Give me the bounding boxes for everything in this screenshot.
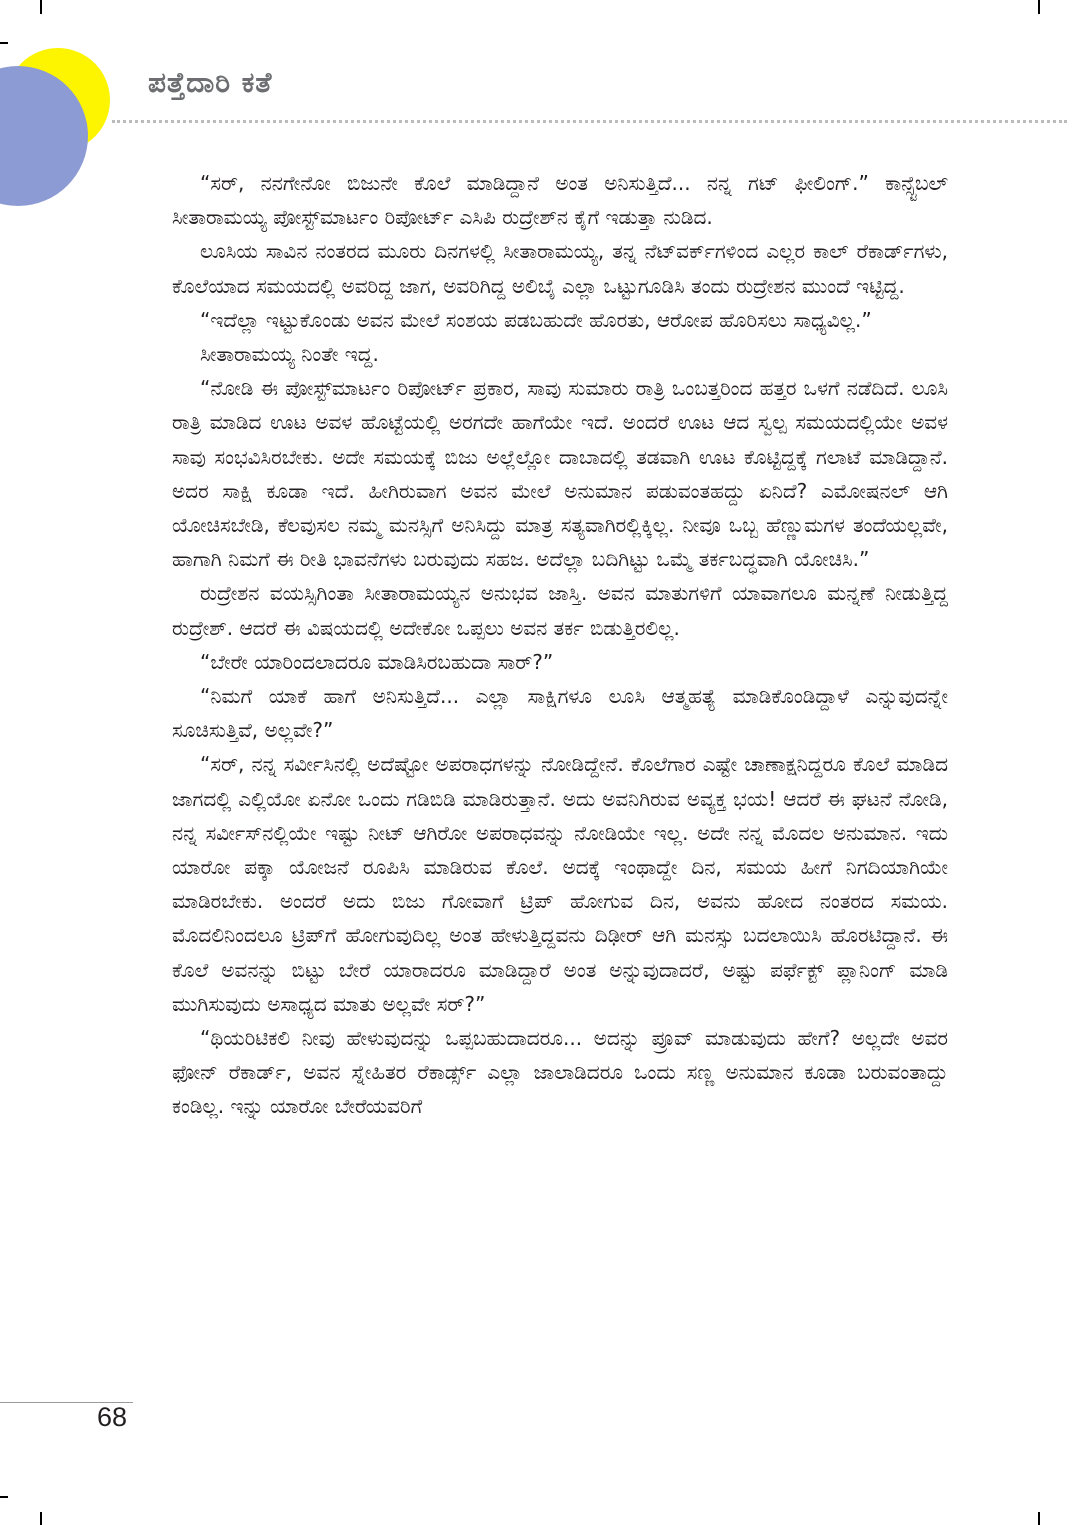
- dotted-rule: [112, 120, 1067, 123]
- body-text: [172, 166, 948, 1124]
- paragraph: ಲೂಸಿಯ ಸಾವಿನ ನಂತರದ ಮೂರು ದಿನಗಳಲ್ಲಿ ಸೀತಾರಾಮಯ್ಯ, ತನ್ನ ನೆಟ್‌ವರ್ಕ್‌ಗಳಿಂದ ಎಲ್ಲರ ಕಾಲ್ ರೆಕಾರ್ಡ್‌ಗಳು, ಕೊಲೆಯಾದ ಸಮಯದಲ್ಲಿ ಅವರಿದ್ದ ಜಾಗ, ಅವರಿಗಿದ್ದ ಅಲಿಬೈ ಎಲ್ಲಾ ಒಟ್ಟುಗೂಡಿಸಿ ತಂದು ರುದ್ರೇಶನ ಮುಂದೆ ಇಟ್ಟಿದ್ದ.: [172, 239, 948, 298]
- crop-mark-bottom-left-v: [40, 1512, 42, 1525]
- paragraph: “ಸರ್, ನನ್ನ ಸರ್ವೀಸಿನಲ್ಲಿ ಅದೆಷ್ಟೋ ಅಪರಾಧಗಳನ್ನು ನೋಡಿದ್ದೇನೆ. ಕೊಲೆಗಾರ ಎಷ್ಟೇ ಚಾಣಾಕ್ಷನಿದ್ದರೂ ಕೊಲೆ ಮಾಡಿದ ಜಾಗದಲ್ಲಿ ಎಲ್ಲಿಯೋ ಏನೋ ಒಂದು ಗಡಿಬಿಡಿ ಮಾಡಿರುತ್ತಾನೆ. ಅದು ಅವನಿಗಿರುವ ಅವ್ಯಕ್ತ ಭಯ! ಆದರೆ ಈ ಘಟನೆ ನೋಡಿ, ನನ್ನ ಸರ್ವೀಸ್‌ನಲ್ಲಿಯೇ ಇಷ್ಟು ನೀಟ್ ಆಗಿರೋ ಅಪರಾಧವನ್ನು ನೋಡಿಯೇ ಇಲ್ಲ. ಅದೇ ನನ್ನ ಮೊದಲ ಅನುಮಾನ. ಇದು ಯಾರೋ ಪಕ್ಕಾ ಯೋಜನೆ ರೂಪಿಸಿ ಮಾಡಿರುವ ಕೊಲೆ. ಅದಕ್ಕೆ ಇಂಥಾದ್ದೇ ದಿನ, ಸಮಯ ಹೀಗೆ ನಿಗದಿಯಾಗಿಯೇ ಮಾಡಿರಬೇಕು. ಅಂದರೆ ಅದು ಬಿಜು ಗೋವಾಗೆ ಟ್ರಿಪ್ ಹೋಗುವ ದಿನ, ಅವನು ಹೋದ ನಂತರದ ಸಮಯ. ಮೊದಲಿನಿಂದಲೂ ಟ್ರಿಪ್‌ಗೆ ಹೋಗುವುದಿಲ್ಲ ಅಂತ ಹೇಳುತ್ತಿದ್ದವನು ದಿಢೀರ್ ಆಗಿ ಮನಸ್ಸು ಬದಲಾಯಿಸಿ ಹೊರಟಿದ್ದಾನೆ. ಈ ಕೊಲೆ ಅವನನ್ನು ಬಿಟ್ಟು ಬೇರೆ ಯಾರಾದರೂ ಮಾಡಿದ್ದಾರೆ ಅಂತ ಅನ್ನುವುದಾದರೆ, ಅಷ್ಟು ಪರ್ಫೆಕ್ಟ್ ಪ್ಲಾನಿಂಗ್ ಮಾಡಿ ಮುಗಿಸುವುದು ಅಸಾಧ್ಯದ ಮಾತು ಅಲ್ಲವೇ ಸರ್?”: [172, 752, 948, 1016]
- paragraph: ರುದ್ರೇಶನ ವಯಸ್ಸಿಗಿಂತಾ ಸೀತಾರಾಮಯ್ಯನ ಅನುಭವ ಜಾಸ್ತಿ. ಅವನ ಮಾತುಗಳಿಗೆ ಯಾವಾಗಲೂ ಮನ್ನಣೆ ನೀಡುತ್ತಿದ್ದ ರುದ್ರೇಶ್. ಆದರೆ ಈ ವಿಷಯದಲ್ಲಿ ಅದೇಕೋ ಒಪ್ಪಲು ಅವನ ತರ್ಕ ಬಿಡುತ್ತಿರಲಿಲ್ಲ.: [172, 581, 948, 640]
- crop-mark-bottom-left-h: [0, 1496, 8, 1498]
- paragraph: “ನಿಮಗೆ ಯಾಕೆ ಹಾಗೆ ಅನಿಸುತ್ತಿದೆ... ಎಲ್ಲಾ ಸಾಕ್ಷಿಗಳೂ ಲೂಸಿ ಆತ್ಮಹತ್ಯೆ ಮಾಡಿಕೊಂಡಿದ್ದಾಳೆ ಎನ್ನುವುದನ್ನೇ ಸೂಚಿಸುತ್ತಿವೆ, ಅಲ್ಲವೇ?”: [172, 684, 948, 743]
- crop-mark-top-right-v: [1038, 0, 1040, 14]
- decorative-circles: [0, 0, 140, 220]
- page-number: 68: [97, 1402, 128, 1432]
- paragraph: “ಸರ್, ನನಗೇನೋ ಬಿಜುನೇ ಕೊಲೆ ಮಾಡಿದ್ದಾನೆ ಅಂತ ಅನಿಸುತ್ತಿದೆ... ನನ್ನ ಗಟ್ ಫೀಲಿಂಗ್.” ಕಾನ್ಸ್ಟೆಬಲ್ ಸೀತಾರಾಮಯ್ಯ ಪೋಸ್ಟ್‌ಮಾರ್ಟಂ ರಿಪೋರ್ಟ್ ಎಸಿಪಿ ರುದ್ರೇಶ್‌ನ ಕೈಗೆ ಇಡುತ್ತಾ ನುಡಿದ.: [172, 171, 948, 230]
- running-head: ಪತ್ತೆದಾರಿ ಕತೆ: [148, 66, 273, 99]
- paragraph: ಸೀತಾರಾಮಯ್ಯ ನಿಂತೇ ಇದ್ದ.: [200, 342, 379, 367]
- paragraph: “ನೋಡಿ ಈ ಪೋಸ್ಟ್‌ಮಾರ್ಟಂ ರಿಪೋರ್ಟ್ ಪ್ರಕಾರ, ಸಾವು ಸುಮಾರು ರಾತ್ರಿ ಒಂಬತ್ತರಿಂದ ಹತ್ತರ ಒಳಗೆ ನಡೆದಿದೆ. ಲೂಸಿ ರಾತ್ರಿ ಮಾಡಿದ ಊಟ ಅವಳ ಹೊಟ್ಟೆಯಲ್ಲಿ ಅರಗದೇ ಹಾಗೆಯೇ ಇದೆ. ಅಂದರೆ ಊಟ ಆದ ಸ್ವಲ್ಪ ಸಮಯದಲ್ಲಿಯೇ ಅವಳ ಸಾವು ಸಂಭವಿಸಿರಬೇಕು. ಅದೇ ಸಮಯಕ್ಕೆ ಬಿಜು ಅಲ್ಲೆಲ್ಲೋ ದಾಬಾದಲ್ಲಿ ತಡವಾಗಿ ಊಟ ಕೊಟ್ಟಿದ್ದಕ್ಕೆ ಗಲಾಟೆ ಮಾಡಿದ್ದಾನೆ. ಅದರ ಸಾಕ್ಷಿ ಕೂಡಾ ಇದೆ. ಹೀಗಿರುವಾಗ ಅವನ ಮೇಲೆ ಅನುಮಾನ ಪಡುವಂತಹದ್ದು ಏನಿದೆ? ಎಮೋಷನಲ್ ಆಗಿ ಯೋಚಿಸಬೇಡಿ, ಕೆಲವುಸಲ ನಮ್ಮ ಮನಸ್ಸಿಗೆ ಅನಿಸಿದ್ದು ಮಾತ್ರ ಸತ್ಯವಾಗಿರಲ್ಲಿಕ್ಕಿಲ್ಲ. ನೀವೂ ಒಬ್ಬ ಹೆಣ್ಣುಮಗಳ ತಂದೆಯಲ್ಲವೇ, ಹಾಗಾಗಿ ನಿಮಗೆ ಈ ರೀತಿ ಭಾವನೆಗಳು ಬರುವುದು ಸಹಜ. ಅದೆಲ್ಲಾ ಬದಿಗಿಟ್ಟು ಒಮ್ಮೆ ತರ್ಕಬದ್ಧವಾಗಿ ಯೋಚಿಸಿ.”: [172, 376, 948, 572]
- crop-mark-bottom-right-v: [1038, 1512, 1040, 1525]
- paragraph: “ಇದೆಲ್ಲಾ ಇಟ್ಟುಕೊಂಡು ಅವನ ಮೇಲೆ ಸಂಶಯ ಪಡಬಹುದೇ ಹೊರತು, ಆರೋಪ ಹೊರಿಸಲು ಸಾಧ್ಯವಿಲ್ಲ.”: [200, 307, 872, 332]
- paragraph: “ಥಿಯರಿಟಿಕಲಿ ನೀವು ಹೇಳುವುದನ್ನು ಒಪ್ಪಬಹುದಾದರೂ... ಅದನ್ನು ಪ್ರೂವ್ ಮಾಡುವುದು ಹೇಗೆ? ಅಲ್ಲದೇ ಅವರ ಫೋನ್ ರೆಕಾರ್ಡ್, ಅವನ ಸ್ನೇಹಿತರ ರೆಕಾರ್ಡ್ಸ್ ಎಲ್ಲಾ ಜಾಲಾಡಿದರೂ ಒಂದು ಸಣ್ಣ ಅನುಮಾನ ಕೂಡಾ ಬರುವಂತಾದ್ದು ಕಂಡಿಲ್ಲ. ಇನ್ನು ಯಾರೋ ಬೇರೆಯವರಿಗೆ: [172, 1026, 948, 1119]
- paragraph: “ಬೇರೇ ಯಾರಿಂದಲಾದರೂ ಮಾಡಿಸಿರಬಹುದಾ ಸಾರ್?”: [200, 649, 554, 674]
